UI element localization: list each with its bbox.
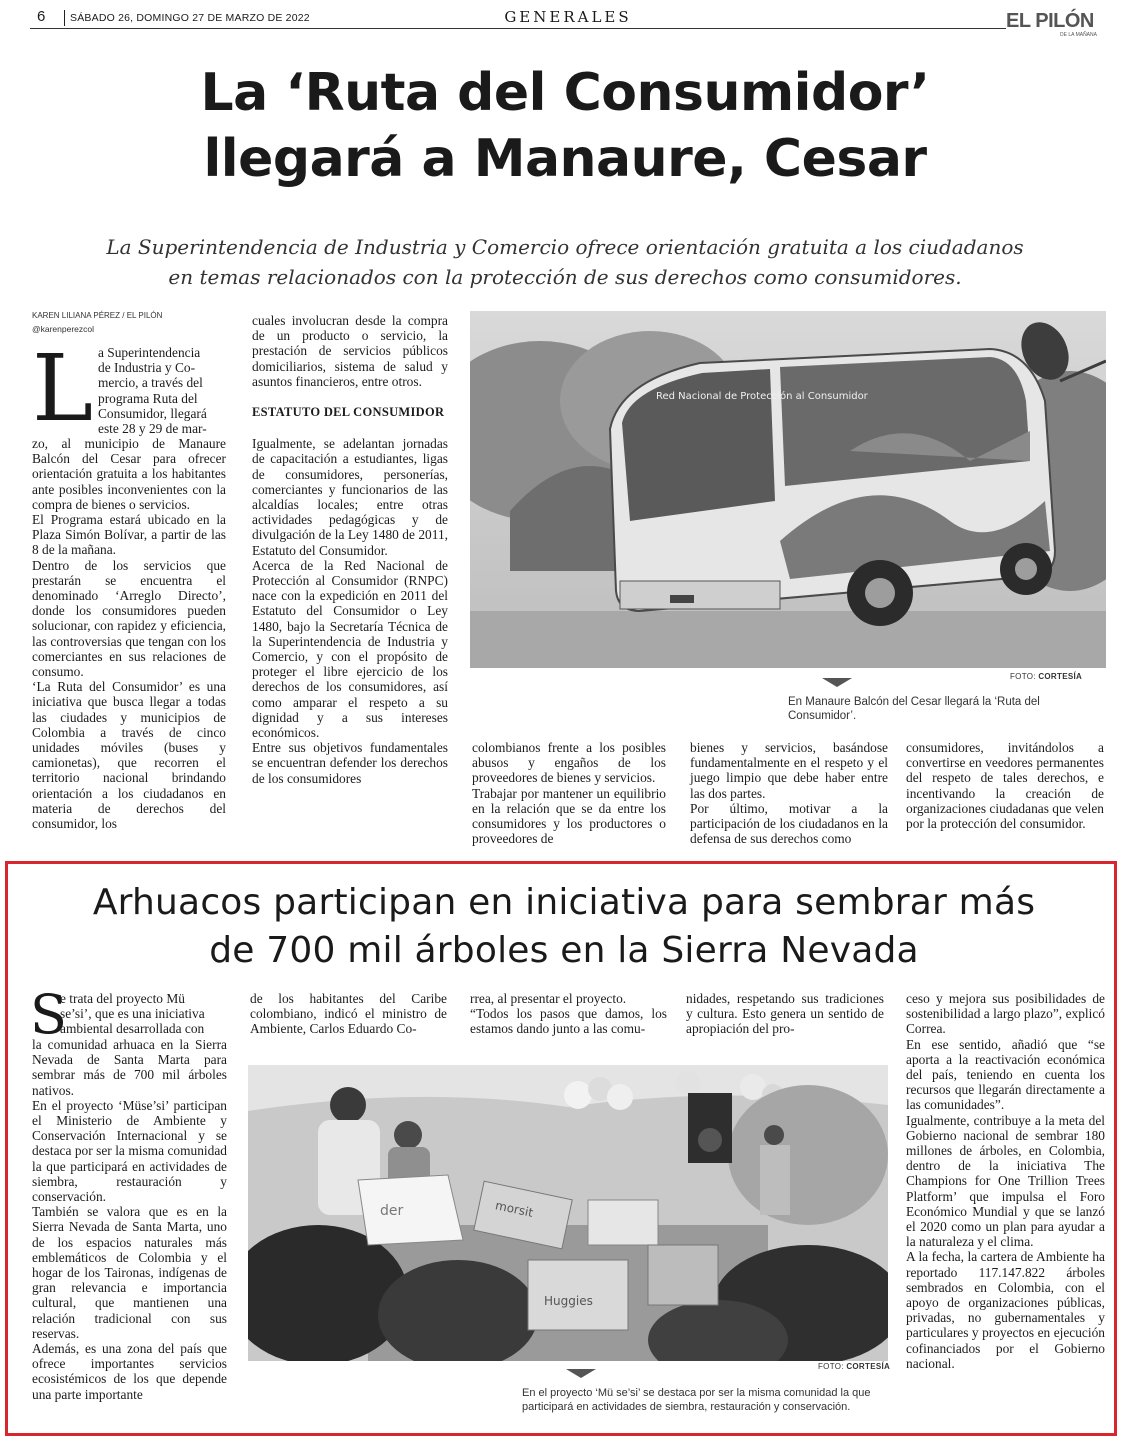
article1-deck-line1: La Superintendencia de Industria y Comercio ofrece orientación gratuita a los ciudadanos: [106, 235, 1024, 259]
paragraph: ‘La Ruta del Consumidor’ es una iniciativa que busca llegar a todas las ciudades y municipios de Colombia a través de cinco unidades móviles (buses y camionetas), que recorren el territorio nacional brindando orientación a los ciudadanos en materia de derechos del consumidor, los: [32, 679, 226, 832]
caption-line: En el proyecto ‘Mü se’si’ se destaca por ser la misma comunidad la que: [522, 1387, 871, 1399]
article2-headline-line2: de 700 mil árboles en la Sierra Nevada: [209, 930, 919, 971]
paragraph: Acerca de la Red Nacional de Protección al Consumidor (RNPC) nace con la expedición en 2011 del Estatuto del Consumidor o Ley 1480, bajo la Secretaría Técnica de la Superintendencia de Industria y Comercio, y con el propósito de proteger el libre ejercicio de los derechos de los consumidores, así como amparar el respeto a su dignidad y a sus intereses económicos.: [252, 557, 448, 741]
paragraph: “Todos los pasos que damos, los estamos dando junto a las comu-: [470, 1006, 667, 1037]
article2-photo-community: [248, 1065, 888, 1361]
article1-col4: [690, 740, 888, 846]
article1-photo-bus: [470, 311, 1106, 668]
paragraph: nidades, respetando sus tradiciones y cultura. Esto genera un sentido de apropiación del pro-: [686, 991, 884, 1037]
text-line: Consumidor, llegará: [98, 405, 207, 421]
article1-dropcap: L: [32, 335, 94, 442]
bag-label-1: der: [380, 1203, 404, 1219]
photo-credit-label: FOTO:: [1010, 672, 1036, 681]
paragraph: Entre sus objetivos fundamentales se encuentran defender los derechos de los consumidores: [252, 740, 448, 786]
text-line: a Superintendencia: [98, 345, 201, 360]
caption-marker-icon: [822, 678, 852, 687]
article2-headline-line1: Arhuacos participan en iniciativa para sembrar más: [92, 882, 1036, 923]
article1-headline: [40, 60, 1090, 192]
section-name: GENERALES: [504, 8, 632, 26]
paragraph: Además, es una zona del país que ofrece importantes servicios ecosistémicos de los que depende una parte importante: [32, 1341, 227, 1402]
header-divider: [64, 10, 65, 26]
photo-credit-name: CORTESÍA: [1038, 672, 1083, 681]
article2-col2: [250, 991, 447, 1037]
bag-label-3: Huggies: [544, 1294, 593, 1308]
article1-byline: KAREN LILIANA PÉREZ / EL PILÓN: [32, 311, 163, 320]
paragraph: En ese sentido, añadió que “se aporta a la reactivación económica del país, teniendo en cuenta los recursos que llegarán directamente a las comunidades”.: [906, 1036, 1105, 1113]
caption-marker-icon: [566, 1369, 596, 1378]
paragraph: ceso y mejora sus posibilidades de sostenibilidad a largo plazo”, explicó Correa.: [906, 991, 1105, 1037]
article2-col4: [686, 991, 884, 1037]
article1-col5: [906, 740, 1104, 831]
text-line: programa Ruta del: [98, 390, 198, 406]
article1-headline-line1: La ‘Ruta del Consumidor’: [200, 63, 930, 123]
paragraph: A la fecha, la cartera de Ambiente ha reportado 117.147.822 árboles sembrados en Colombia, con el apoyo de organizaciones públicas, privadas, no gubernamentales y particulares y proyectos en ejecución cofinanciados por el Gobierno nacional.: [906, 1249, 1105, 1371]
paragraph: En el proyecto ‘Müse’si’ participan el Ministerio de Ambiente y Conservación Internacional y se destaca por ser la misma comunidad la que participará en actividades de siembra, restauración y conservación.: [32, 1097, 227, 1205]
text-line: este 28 y 29 de mar-: [98, 421, 207, 437]
paragraph: El Programa estará ubicado en la Plaza Simón Bolívar, a partir de las 8 de la mañana.: [32, 512, 226, 558]
article1-photo-credit: [1010, 672, 1082, 681]
paragraph: Dentro de los servicios que prestarán se encuentra el denominado ‘Arreglo Directo’, donde los consumidores pueden solucionar, con rapidez y eficiencia, las controversias que tengan con los comerciantes en sus relaciones de consumo.: [32, 557, 226, 680]
paragraph: de los habitantes del Caribe colombiano, indicó el ministro de Ambiente, Carlos Eduardo Co-: [250, 991, 447, 1037]
newspaper-logo-sub: DE LA MAÑANA: [1060, 32, 1097, 38]
paragraph: Por último, motivar a la participación de los ciudadanos en la defensa de sus derechos como: [690, 800, 888, 847]
article2-col1: [32, 1037, 227, 1402]
article1-deck-line2: en temas relacionados con la protección de sus derechos como consumidores.: [168, 265, 962, 289]
issue-date: SÁBADO 26, DOMINGO 27 DE MARZO DE 2022: [70, 12, 310, 24]
article1-author-handle: @karenperezcol: [32, 324, 95, 334]
paragraph: rrea, al presentar el proyecto.: [470, 991, 627, 1006]
article1-deck: [30, 232, 1100, 292]
article1-subheading: ESTATUTO DEL CONSUMIDOR: [252, 405, 445, 420]
paragraph: la comunidad arhuaca en la Sierra Nevada de Santa Marta para sembrar más de 700 mil árboles nativos.: [32, 1037, 227, 1098]
paragraph: colombianos frente a los posibles abusos y engaños de los proveedores de bienes y servicios.: [472, 740, 666, 786]
text-line: e trata del proyecto Mü: [60, 991, 185, 1006]
text-line: ambiental desarrollada con: [60, 1021, 205, 1037]
article2-photo-credit: [818, 1362, 890, 1371]
photo-credit-name: CORTESÍA: [846, 1362, 891, 1371]
newspaper-logo: EL PILÓN: [1006, 10, 1094, 32]
article2-dropcap: S: [30, 983, 67, 1046]
article1-col1: [32, 436, 226, 831]
paragraph: consumidores, invitándolos a convertirse en veedores permanentes del respeto de tales derechos, e incentivando la creación de organizaciones ciudadanas que velen por la protección del consumidor.: [906, 740, 1104, 832]
paragraph: Trabajar por mantener un equilibrio en la relación que se da entre los consumidores y los productores o proveedores de: [472, 785, 666, 847]
article2-photo-caption: [522, 1386, 882, 1414]
photo-credit-label: FOTO:: [818, 1362, 844, 1371]
text-line: se’si’, que es una iniciativa: [60, 1006, 205, 1022]
article1-col2: [252, 313, 448, 786]
bus-photo-illustration: [470, 311, 1106, 668]
paragraph: También se valora que es en la Sierra Nevada de Santa Marta, uno de los espacios naturales más emblemáticos de Colombia y el hogar de los Taironas, indígenas de gran relevancia e importancia cultural, que mantienen una relación tradicional con sus reservas.: [32, 1204, 227, 1341]
article2-col5: [906, 991, 1105, 1371]
caption-line: participará en actividades de siembra, restauración y conservación.: [522, 1401, 851, 1413]
paragraph: bienes y servicios, basándose fundamentalmente en el respeto y el juego limpio que debe haber entre las dos partes.: [690, 740, 888, 801]
article1-col3: [472, 740, 666, 846]
paragraph: cuales involucran desde la compra de un producto o servicio, la prestación de servicios públicos domiciliarios, sistema de salud y asuntos financieros, entre otros.: [252, 313, 448, 389]
text-line: mercio, a través del: [98, 375, 203, 391]
paragraph: Igualmente, se adelantan jornadas de capacitación a estudiantes, ligas de consumidores, personerías, comerciantes y funcionarios de las alcaldías locales; entre otras actividades pedagógicas y de divulgación de la Ley 1480 de 2011, Estatuto del Consumidor.: [252, 436, 448, 558]
paragraph: Igualmente, contribuye a la meta del Gobierno nacional de sembrar 180 millones de árboles, en Colombia, dentro de la iniciativa The Champions for One Trillion Trees Platform’ que impulsa el Foro Económico Mundial y que se lanzó el 2020 como un plan para ayudar a la naturaleza y el clima.: [906, 1112, 1105, 1250]
article1-col1-intro: [98, 345, 226, 436]
article2-headline: [20, 879, 1108, 975]
text-line: de Industria y Co-: [98, 360, 196, 376]
article2-col1-intro: [60, 991, 227, 1037]
bag-label-2: morsit: [494, 1198, 535, 1220]
paragraph: zo, al municipio de Manaure Balcón del Cesar para ofrecer orientación gratuita a los habitantes ante posibles inconvenientes con la compra de bienes o servicios.: [32, 436, 226, 512]
article2-col3: [470, 991, 667, 1037]
article1-photo-caption: En Manaure Balcón del Cesar llegará la ‘Ruta del Consumidor’.: [788, 696, 1040, 722]
article1-headline-line2: llegará a Manaure, Cesar: [203, 129, 927, 189]
community-photo-illustration: [248, 1065, 888, 1361]
bus-sign-front: Red Nacional de Protección al Consumidor: [656, 391, 868, 402]
header-rule: [30, 28, 1006, 29]
page-number: 6: [37, 8, 46, 25]
